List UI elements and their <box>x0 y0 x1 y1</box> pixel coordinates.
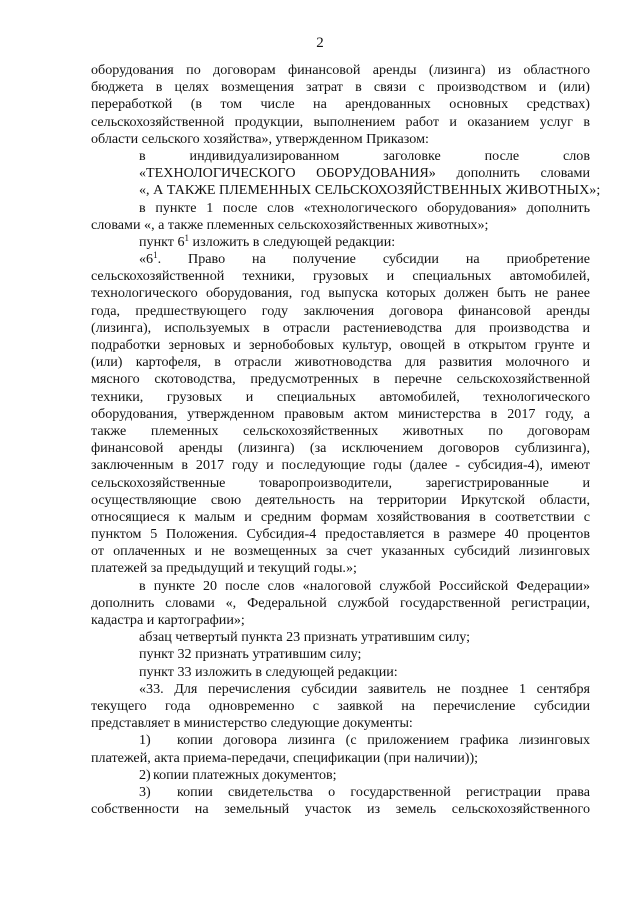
line-text: собственности на земельный участок из земель сельскохозяйственного <box>91 801 590 818</box>
text-line <box>91 664 590 681</box>
line-text: (лизинга), используемых в отрасли растениеводства для производства и <box>91 319 590 336</box>
text-line <box>91 251 590 268</box>
text-line <box>91 715 590 732</box>
text-line <box>91 285 590 302</box>
line-text: платежей за предыдущий и текущий годы.»; <box>91 560 357 577</box>
line-text: оборудования, утвержденном правовым актом министерства в 2017 году, а <box>91 405 590 422</box>
line-text: копии платежных документов; <box>153 766 337 783</box>
line-text: пунктом 5 Положения. Субсидия-4 предоставляется в размере 40 процентов <box>91 526 590 543</box>
text-line <box>91 681 590 698</box>
line-text: заключенным в 2017 году и последующие годы (далее - субсидия-4), имеют <box>91 457 590 474</box>
line-text: технологического оборудования, год выпуска которых должен быть не ранее <box>91 285 590 302</box>
document-body <box>91 62 601 818</box>
line-text: года, предшествующего году заключения договора финансовой аренды <box>91 302 590 319</box>
superscript: 1 <box>153 251 158 261</box>
text-line <box>91 114 590 131</box>
text-line <box>91 560 590 577</box>
text-line <box>91 784 590 801</box>
text-line <box>91 389 590 406</box>
line-text: копии договора лизинга (с приложением графика лизинговых <box>177 732 590 749</box>
list-number: 1) <box>139 732 151 749</box>
text-line <box>91 543 590 560</box>
line-text-rest: изложить в следующей редакции: <box>189 233 396 250</box>
line-text: пункт 6 <box>139 233 185 250</box>
superscript: 1 <box>184 232 190 243</box>
text-line <box>91 200 590 217</box>
line-text: платежей, акта приема-передачи, спецификации (при наличии)); <box>91 749 479 766</box>
text-line <box>91 182 601 199</box>
text-line <box>91 423 590 440</box>
text-line <box>91 96 590 113</box>
text-line <box>91 79 590 96</box>
text-line <box>91 371 590 388</box>
line-text: относящиеся к малым и средним формам хозяйствования в соответствии с <box>91 508 590 525</box>
text-line <box>91 578 590 595</box>
text-line <box>91 354 590 371</box>
line-text: копии свидетельства о государственной регистрации права <box>177 783 590 800</box>
text-line <box>91 131 590 148</box>
text-line <box>91 268 590 285</box>
line-text: «33. Для перечисления субсидии заявитель не позднее 1 сентября <box>139 680 590 697</box>
line-text: кадастра и картографии»; <box>91 612 245 628</box>
text-line <box>91 698 590 715</box>
text-line <box>91 732 590 749</box>
text-line <box>91 303 590 320</box>
text-line <box>91 612 590 629</box>
line-text: подработки зерновых и зернобобовых культур, овощей в открытом грунте и <box>91 337 590 353</box>
line-text: в пункте 1 после слов «технологического оборудования» дополнить <box>139 199 590 216</box>
line-text: сельскохозяйственной продукции, выполнением работ и оказанием услуг в <box>91 113 590 130</box>
line-text: мясного скотоводства, предусмотренных в перечне сельскохозяйственной <box>91 371 590 388</box>
list-number: 3) <box>139 783 151 800</box>
text-line <box>91 217 590 234</box>
text-line <box>91 526 590 543</box>
text-line <box>91 492 590 509</box>
text-line <box>91 234 590 251</box>
line-text: сельскохозяйственные товаропроизводители, зарегистрированные и <box>91 474 590 491</box>
line-text: «, А ТАКЖЕ ПЛЕМЕННЫХ СЕЛЬСКОХОЗЯЙСТВЕННЫХ ЖИВОТНЫХ»; <box>139 182 601 199</box>
text-line <box>91 62 590 79</box>
line-text: текущего года одновременно с заявкой на перечисление субсидии <box>91 697 590 714</box>
text-line <box>91 475 590 492</box>
text-line <box>91 595 590 612</box>
line-text-rest: . Право на получение субсидии на приобретение <box>157 251 590 268</box>
text-line <box>91 767 590 784</box>
line-text: бюджета в целях возмещения затрат в связи с производством и (или) <box>91 79 590 96</box>
line-text: сельскохозяйственной техники, грузовых и специальных автомобилей, <box>91 268 590 285</box>
text-line <box>91 646 590 663</box>
text-line <box>91 406 590 423</box>
line-text: в пункте 20 после слов «налоговой службой Российской Федерации» <box>139 577 590 594</box>
line-text: также племенных сельскохозяйственных животных по договорам <box>91 422 590 439</box>
text-line <box>91 509 590 526</box>
text-line <box>91 148 590 165</box>
text-line <box>91 629 590 646</box>
line-text: переработкой (в том числе на арендованных основных средствах) <box>91 96 590 113</box>
line-text: пункт 33 изложить в следующей редакции: <box>139 663 398 680</box>
line-text: оборудования по договорам финансовой аренды (лизинга) из областного <box>91 62 590 78</box>
line-text: пункт 32 признать утратившим силу; <box>139 646 362 663</box>
line-text: представляет в министерство следующие документы: <box>91 715 413 732</box>
text-line <box>91 750 590 767</box>
line-text: области сельского хозяйства», утвержденном Приказом: <box>91 130 429 147</box>
text-line <box>91 165 590 182</box>
line-text: (или) картофеля, в отрасли животноводства для развития молочного и <box>91 354 590 371</box>
text-line <box>91 440 590 457</box>
line-text: техники, грузовых и специальных автомобилей, технологического <box>91 388 590 405</box>
line-text: абзац четвертый пункта 23 признать утратившим силу; <box>139 629 471 646</box>
text-line <box>91 337 590 354</box>
line-text: словами «, а также племенных сельскохозяйственных животных»; <box>91 216 489 233</box>
text-line <box>91 457 590 474</box>
line-text: «6 <box>139 251 154 268</box>
line-text: осуществляющие свою деятельность на территории Иркутской области, <box>91 491 590 508</box>
text-line <box>91 801 590 818</box>
line-text: от оплаченных и не возмещенных за счет указанных субсидий лизинговых <box>91 543 590 560</box>
list-number: 2) <box>139 766 151 783</box>
line-text: финансовой аренды (лизинга) (за исключением договоров сублизинга), <box>91 440 590 457</box>
page-number: 2 <box>316 35 324 51</box>
text-line <box>91 320 590 337</box>
line-text: «ТЕХНОЛОГИЧЕСКОГО ОБОРУДОВАНИЯ» дополнить словами <box>139 165 590 182</box>
line-text: дополнить словами «, Федеральной службой государственной регистрации, <box>91 594 590 611</box>
line-text: в индивидуализированном заголовке после слов <box>139 147 590 164</box>
